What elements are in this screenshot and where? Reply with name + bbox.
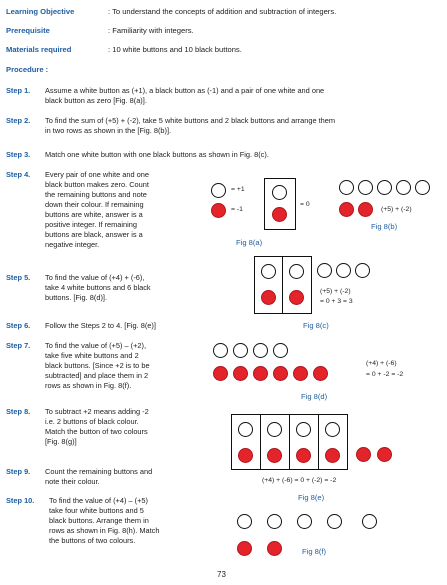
white-button-icon <box>327 514 342 529</box>
step-text-line: Every pair of one white and one <box>45 170 149 179</box>
white-button-icon <box>377 180 392 195</box>
step-label: Step 7. <box>6 341 31 350</box>
white-button-icon <box>237 514 252 529</box>
step-text-line: buttons. [Fig. 8(d)]. <box>45 293 108 302</box>
white-button-icon <box>339 180 354 195</box>
step-text-line: To subtract +2 means adding -2 <box>45 407 149 416</box>
white-button-icon <box>272 185 287 200</box>
step-text-line: down their colour. If remaining <box>45 200 144 209</box>
white-button-icon <box>415 180 430 195</box>
step-text-line: take four white buttons and 5 <box>49 506 144 515</box>
black-button-icon <box>325 448 340 463</box>
materials-text: : 10 white buttons and 10 black buttons. <box>108 45 242 54</box>
page-number: 73 <box>217 570 226 579</box>
procedure-label: Procedure : <box>6 65 49 74</box>
prereq-row <box>6 26 194 36</box>
materials-row <box>6 45 242 55</box>
white-eq: = +1 <box>231 186 245 193</box>
black-eq: = -1 <box>231 206 243 213</box>
step-text-line: To find the value of (+5) – (+2), <box>45 341 147 350</box>
black-button-icon <box>358 202 373 217</box>
black-button-icon <box>237 541 252 556</box>
step-text-line: black buttons. Arrange them in <box>49 516 149 525</box>
prereq-text: : Familiarity with integers. <box>108 26 194 35</box>
pair-box <box>264 178 296 230</box>
black-button-icon <box>261 290 276 305</box>
black-button-icon <box>313 366 328 381</box>
pair-box <box>260 414 290 470</box>
white-button-icon <box>289 264 304 279</box>
objective-text: : To understand the concepts of addition and subtraction of integers. <box>108 7 337 16</box>
step-text-line: To find the value of (+4) + (-6), <box>45 273 145 282</box>
black-button-icon <box>211 203 226 218</box>
pair-eq: = 0 <box>300 201 310 208</box>
fig-8c-caption: Fig 8(c) <box>303 321 329 330</box>
step-label: Step 8. <box>6 407 31 416</box>
step-text-line: rows as shown in Fig. 8(h). Match <box>49 526 160 535</box>
step-text-line: negative integer. <box>45 240 100 249</box>
step-label: Step 6. <box>6 321 31 330</box>
step-text-line: Assume a white button as (+1), a black button as (-1) and a pair of one white and one <box>45 86 325 95</box>
fig-8c-expr1: (+5) + (-2) <box>320 288 351 295</box>
black-button-icon <box>273 366 288 381</box>
objective-label: Learning Objective <box>6 7 75 16</box>
white-button-icon <box>336 263 351 278</box>
objective-row <box>6 7 337 17</box>
white-button-icon <box>317 263 332 278</box>
step-text-line: buttons are white, answer is a <box>45 210 143 219</box>
step-text-line: Match one white button with one black buttons as shown in Fig. 8(c). <box>45 150 269 159</box>
step-text-line: rows as shown in Fig. 8(f). <box>45 381 132 390</box>
black-button-icon <box>356 447 371 462</box>
black-button-icon <box>253 366 268 381</box>
pair-box <box>289 414 319 470</box>
black-button-icon <box>377 447 392 462</box>
step-text-line: the remaining buttons and note <box>45 190 147 199</box>
fig-8b-caption: Fig 8(b) <box>371 222 398 231</box>
white-button-icon <box>211 183 226 198</box>
black-button-icon <box>272 207 287 222</box>
step-text-line: the buttons of two colours. <box>49 536 136 545</box>
step-label: Step 3. <box>6 150 31 159</box>
fig-8d-expr1: (+4) + (-6) <box>366 360 397 367</box>
white-button-icon <box>362 514 377 529</box>
step-text-line: subtracted] and place them in 2 <box>45 371 149 380</box>
fig-8f-caption: Fig 8(f) <box>302 547 327 556</box>
white-button-icon <box>396 180 411 195</box>
fig-8e-expr: (+4) + (-6) = 0 + (-2) = -2 <box>262 477 337 484</box>
step-text-line: [Fig. 8(g)] <box>45 437 77 446</box>
pair-box <box>231 414 261 470</box>
black-button-icon <box>289 290 304 305</box>
step-text-line: Match the button of two colours <box>45 427 148 436</box>
pair-box <box>282 256 312 314</box>
white-button-icon <box>233 343 248 358</box>
black-button-icon <box>267 541 282 556</box>
black-button-icon <box>213 366 228 381</box>
pair-box <box>254 256 283 314</box>
fig-8b-expr: (+5) + (-2) <box>381 206 412 213</box>
black-button-icon <box>339 202 354 217</box>
fig-8d-caption: Fig 8(d) <box>301 392 328 401</box>
white-button-icon <box>238 422 253 437</box>
step-text-line: Count the remaining buttons and <box>45 467 153 476</box>
step-text-line: To find the value of (+4) – (+5) <box>49 496 149 505</box>
fig-8e-caption: Fig 8(e) <box>298 493 325 502</box>
fig-8c-expr2: = 0 + 3 = 3 <box>320 298 353 305</box>
white-button-icon <box>253 343 268 358</box>
step-text-line: black button as zero [Fig. 8(a)]. <box>45 96 147 105</box>
step-text-line: black button makes zero. Count <box>45 180 149 189</box>
white-button-icon <box>358 180 373 195</box>
white-button-icon <box>325 422 340 437</box>
fig-8a-caption: Fig 8(a) <box>236 238 263 247</box>
step-label: Step 10. <box>6 496 35 505</box>
step-text-line: positive integer. If remaining <box>45 220 138 229</box>
step-text-line: in two rows as shown in the [Fig. 8(b)]. <box>45 126 172 135</box>
white-button-icon <box>355 263 370 278</box>
pair-box <box>318 414 348 470</box>
step-text-line: note their colour. <box>45 477 100 486</box>
step-text-line: To find the sum of (+5) + (-2), take 5 white buttons and 2 black buttons and arrange them <box>45 116 336 125</box>
black-button-icon <box>293 366 308 381</box>
step-text-line: i.e. 2 buttons of black colour. <box>45 417 139 426</box>
materials-label: Materials required <box>6 45 72 54</box>
black-button-icon <box>238 448 253 463</box>
white-button-icon <box>297 514 312 529</box>
white-button-icon <box>213 343 228 358</box>
black-button-icon <box>267 448 282 463</box>
white-button-icon <box>267 514 282 529</box>
white-button-icon <box>261 264 276 279</box>
black-button-icon <box>233 366 248 381</box>
step-label: Step 5. <box>6 273 31 282</box>
step-label: Step 2. <box>6 116 31 125</box>
step-text-line: black buttons. [Since +2 is to be <box>45 361 150 370</box>
step-text-line: buttons are black, answer is a <box>45 230 143 239</box>
white-button-icon <box>296 422 311 437</box>
step-text-line: Follow the Steps 2 to 4. [Fig. 8(e)] <box>45 321 156 330</box>
step-label: Step 9. <box>6 467 31 476</box>
step-text-line: take five white buttons and 2 <box>45 351 139 360</box>
white-button-icon <box>273 343 288 358</box>
fig-8d-expr2: = 0 + -2 = -2 <box>366 371 404 378</box>
step-text-line: take 4 white buttons and 6 black <box>45 283 151 292</box>
prereq-label: Prerequisite <box>6 26 50 35</box>
step-label: Step 1. <box>6 86 31 95</box>
step-label: Step 4. <box>6 170 31 179</box>
black-button-icon <box>296 448 311 463</box>
white-button-icon <box>267 422 282 437</box>
